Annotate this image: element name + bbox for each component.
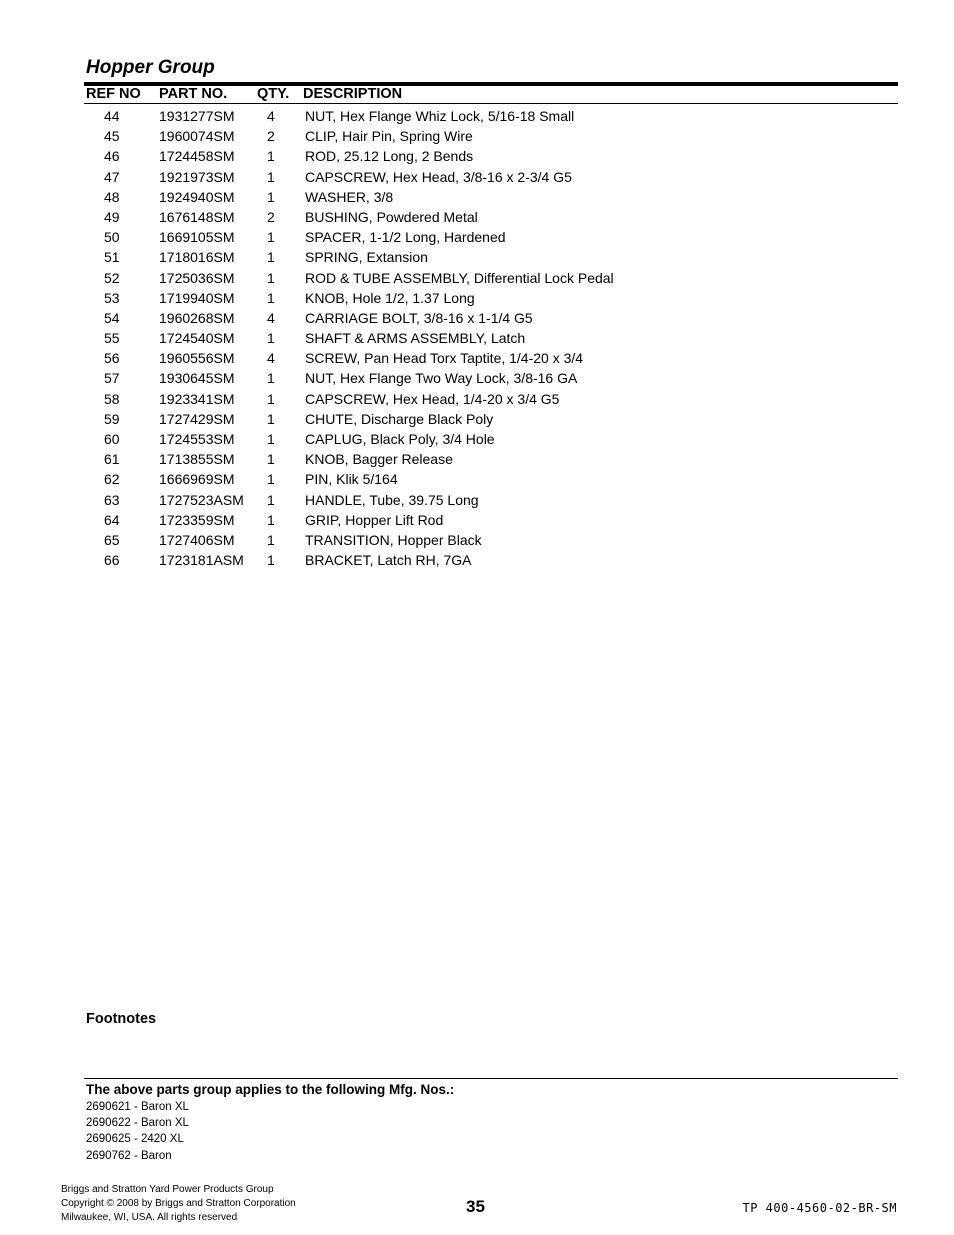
table-row <box>0 389 954 409</box>
description-cell: NUT, Hex Flange Whiz Lock, 5/16-18 Small <box>305 108 575 124</box>
ref-no-cell: 47 <box>104 168 120 185</box>
part-no-cell: 1666969SM <box>159 471 235 488</box>
table-row <box>0 490 954 510</box>
part-no-cell: 1724540SM <box>159 330 235 347</box>
description-cell: BRACKET, Latch RH, 7GA <box>305 552 472 569</box>
ref-no-cell: 60 <box>104 431 120 447</box>
table-row <box>0 227 954 247</box>
table-row <box>0 550 954 570</box>
qty-cell: 1 <box>267 289 275 306</box>
parts-table <box>0 106 954 570</box>
description-cell: BUSHING, Powdered Metal <box>305 208 478 225</box>
header-rule <box>84 103 898 104</box>
part-no-cell: 1727523ASM <box>159 491 244 508</box>
qty-cell: 1 <box>267 511 275 528</box>
col-header-qty: QTY. <box>257 86 290 102</box>
qty-cell: 1 <box>267 269 275 286</box>
mfg-number-item: 2690625 - 2420 XL <box>86 1133 184 1146</box>
part-no-cell: 1676148SM <box>159 208 235 225</box>
table-row <box>0 429 954 449</box>
description-cell: CARRIAGE BOLT, 3/8-16 x 1-1/4 G5 <box>305 309 533 326</box>
qty-cell: 1 <box>267 229 275 246</box>
col-header-ref-no: REF NO <box>86 86 141 102</box>
description-cell: CAPSCREW, Hex Head, 3/8-16 x 2-3/4 G5 <box>305 168 572 185</box>
ref-no-cell: 64 <box>104 511 120 528</box>
table-row <box>0 449 954 469</box>
part-no-cell: 1960268SM <box>159 309 235 326</box>
mfg-number-item: 2690762 - Baron <box>86 1149 172 1162</box>
part-no-cell: 1960074SM <box>159 128 235 145</box>
table-row <box>0 469 954 489</box>
ref-no-cell: 54 <box>104 309 120 326</box>
part-no-cell: 1931277SM <box>159 108 235 124</box>
ref-no-cell: 56 <box>104 350 120 367</box>
description-cell: PIN, Klik 5/164 <box>305 471 398 488</box>
ref-no-cell: 52 <box>104 269 120 286</box>
description-cell: KNOB, Bagger Release <box>305 451 453 468</box>
col-header-part-no: PART NO. <box>159 86 228 102</box>
qty-cell: 1 <box>267 168 275 185</box>
table-row <box>0 510 954 530</box>
table-row <box>0 308 954 328</box>
qty-cell: 1 <box>267 552 275 569</box>
table-row <box>0 187 954 207</box>
qty-cell: 1 <box>267 330 275 347</box>
ref-no-cell: 65 <box>104 531 120 548</box>
qty-cell: 2 <box>267 128 275 145</box>
ref-no-cell: 49 <box>104 208 120 225</box>
table-row <box>0 409 954 429</box>
description-cell: ROD & TUBE ASSEMBLY, Differential Lock Pedal <box>305 269 614 286</box>
part-no-cell: 1923341SM <box>159 390 235 407</box>
document-id: TP 400-4560-02-BR-SM <box>742 1201 897 1215</box>
table-row <box>0 207 954 227</box>
ref-no-cell: 44 <box>104 108 120 124</box>
description-cell: NUT, Hex Flange Two Way Lock, 3/8-16 GA <box>305 370 578 387</box>
part-no-cell: 1727429SM <box>159 410 235 427</box>
table-row <box>0 247 954 267</box>
part-no-cell: 1930645SM <box>159 370 235 387</box>
table-row <box>0 368 954 388</box>
table-row <box>0 348 954 368</box>
description-cell: SPACER, 1-1/2 Long, Hardened <box>305 229 506 246</box>
section-title: Hopper Group <box>86 57 215 78</box>
company-info <box>61 1183 296 1225</box>
part-no-cell: 1718016SM <box>159 249 235 266</box>
qty-cell: 4 <box>267 108 275 124</box>
description-cell: SCREW, Pan Head Torx Taptite, 1/4-20 x 3/4 <box>305 350 584 367</box>
table-row <box>0 530 954 550</box>
qty-cell: 1 <box>267 249 275 266</box>
mfg-number-item: 2690621 - Baron XL <box>86 1101 189 1113</box>
part-no-cell: 1713855SM <box>159 451 235 468</box>
ref-no-cell: 57 <box>104 370 120 387</box>
ref-no-cell: 59 <box>104 410 120 427</box>
qty-cell: 1 <box>267 188 275 205</box>
ref-no-cell: 62 <box>104 471 120 488</box>
page-number: 35 <box>466 1197 485 1216</box>
applies-label: The above parts group applies to the following Mfg. Nos.: <box>86 1082 455 1097</box>
description-cell: GRIP, Hopper Lift Rod <box>305 511 444 528</box>
table-row <box>0 167 954 187</box>
qty-cell: 2 <box>267 208 275 225</box>
qty-cell: 1 <box>267 148 275 165</box>
table-header <box>86 86 896 104</box>
description-cell: CLIP, Hair Pin, Spring Wire <box>305 128 473 145</box>
qty-cell: 4 <box>267 309 275 326</box>
part-no-cell: 1924940SM <box>159 188 235 205</box>
part-no-cell: 1725036SM <box>159 269 235 286</box>
company-line: Briggs and Stratton Yard Power Products Group <box>61 1184 274 1195</box>
qty-cell: 1 <box>267 410 275 427</box>
description-cell: SHAFT & ARMS ASSEMBLY, Latch <box>305 330 526 347</box>
qty-cell: 1 <box>267 370 275 387</box>
ref-no-cell: 58 <box>104 390 120 407</box>
part-no-cell: 1723359SM <box>159 511 235 528</box>
description-cell: KNOB, Hole 1/2, 1.37 Long <box>305 289 475 306</box>
description-cell: HANDLE, Tube, 39.75 Long <box>305 491 479 508</box>
qty-cell: 1 <box>267 471 275 488</box>
table-row <box>0 146 954 166</box>
table-row <box>0 288 954 308</box>
part-no-cell: 1921973SM <box>159 168 235 185</box>
mfg-number-item: 2690622 - Baron XL <box>86 1117 189 1130</box>
qty-cell: 4 <box>267 350 275 367</box>
description-cell: WASHER, 3/8 <box>305 188 394 205</box>
part-no-cell: 1724458SM <box>159 148 235 165</box>
qty-cell: 1 <box>267 531 275 548</box>
description-cell: CHUTE, Discharge Black Poly <box>305 410 494 427</box>
address-line: Milwaukee, WI, USA. All rights reserved <box>61 1212 238 1223</box>
ref-no-cell: 55 <box>104 330 120 347</box>
table-row <box>0 106 954 126</box>
part-no-cell: 1724553SM <box>159 431 235 447</box>
copyright-line: Copyright © 2008 by Briggs and Stratton Corporation <box>61 1198 296 1209</box>
description-cell: TRANSITION, Hopper Black <box>305 531 482 548</box>
ref-no-cell: 63 <box>104 491 120 508</box>
part-no-cell: 1960556SM <box>159 350 235 367</box>
table-row <box>0 126 954 146</box>
ref-no-cell: 53 <box>104 289 120 306</box>
ref-no-cell: 61 <box>104 451 120 468</box>
ref-no-cell: 50 <box>104 229 120 246</box>
table-row <box>0 328 954 348</box>
ref-no-cell: 45 <box>104 128 120 145</box>
qty-cell: 1 <box>267 390 275 407</box>
footnotes-rule <box>84 1078 898 1079</box>
part-no-cell: 1669105SM <box>159 229 235 246</box>
col-header-description: DESCRIPTION <box>303 86 403 102</box>
qty-cell: 1 <box>267 431 275 447</box>
ref-no-cell: 48 <box>104 188 120 205</box>
mfg-numbers-list <box>86 1099 189 1164</box>
qty-cell: 1 <box>267 491 275 508</box>
part-no-cell: 1727406SM <box>159 531 235 548</box>
qty-cell: 1 <box>267 451 275 468</box>
description-cell: CAPLUG, Black Poly, 3/4 Hole <box>305 431 495 447</box>
part-no-cell: 1723181ASM <box>159 552 244 569</box>
description-cell: CAPSCREW, Hex Head, 1/4-20 x 3/4 G5 <box>305 390 560 407</box>
ref-no-cell: 46 <box>104 148 120 165</box>
ref-no-cell: 51 <box>104 249 120 266</box>
description-cell: SPRING, Extansion <box>305 249 428 266</box>
description-cell: ROD, 25.12 Long, 2 Bends <box>305 148 474 165</box>
ref-no-cell: 66 <box>104 552 120 569</box>
part-no-cell: 1719940SM <box>159 289 235 306</box>
footnotes-label: Footnotes <box>86 1011 157 1027</box>
table-row <box>0 268 954 288</box>
